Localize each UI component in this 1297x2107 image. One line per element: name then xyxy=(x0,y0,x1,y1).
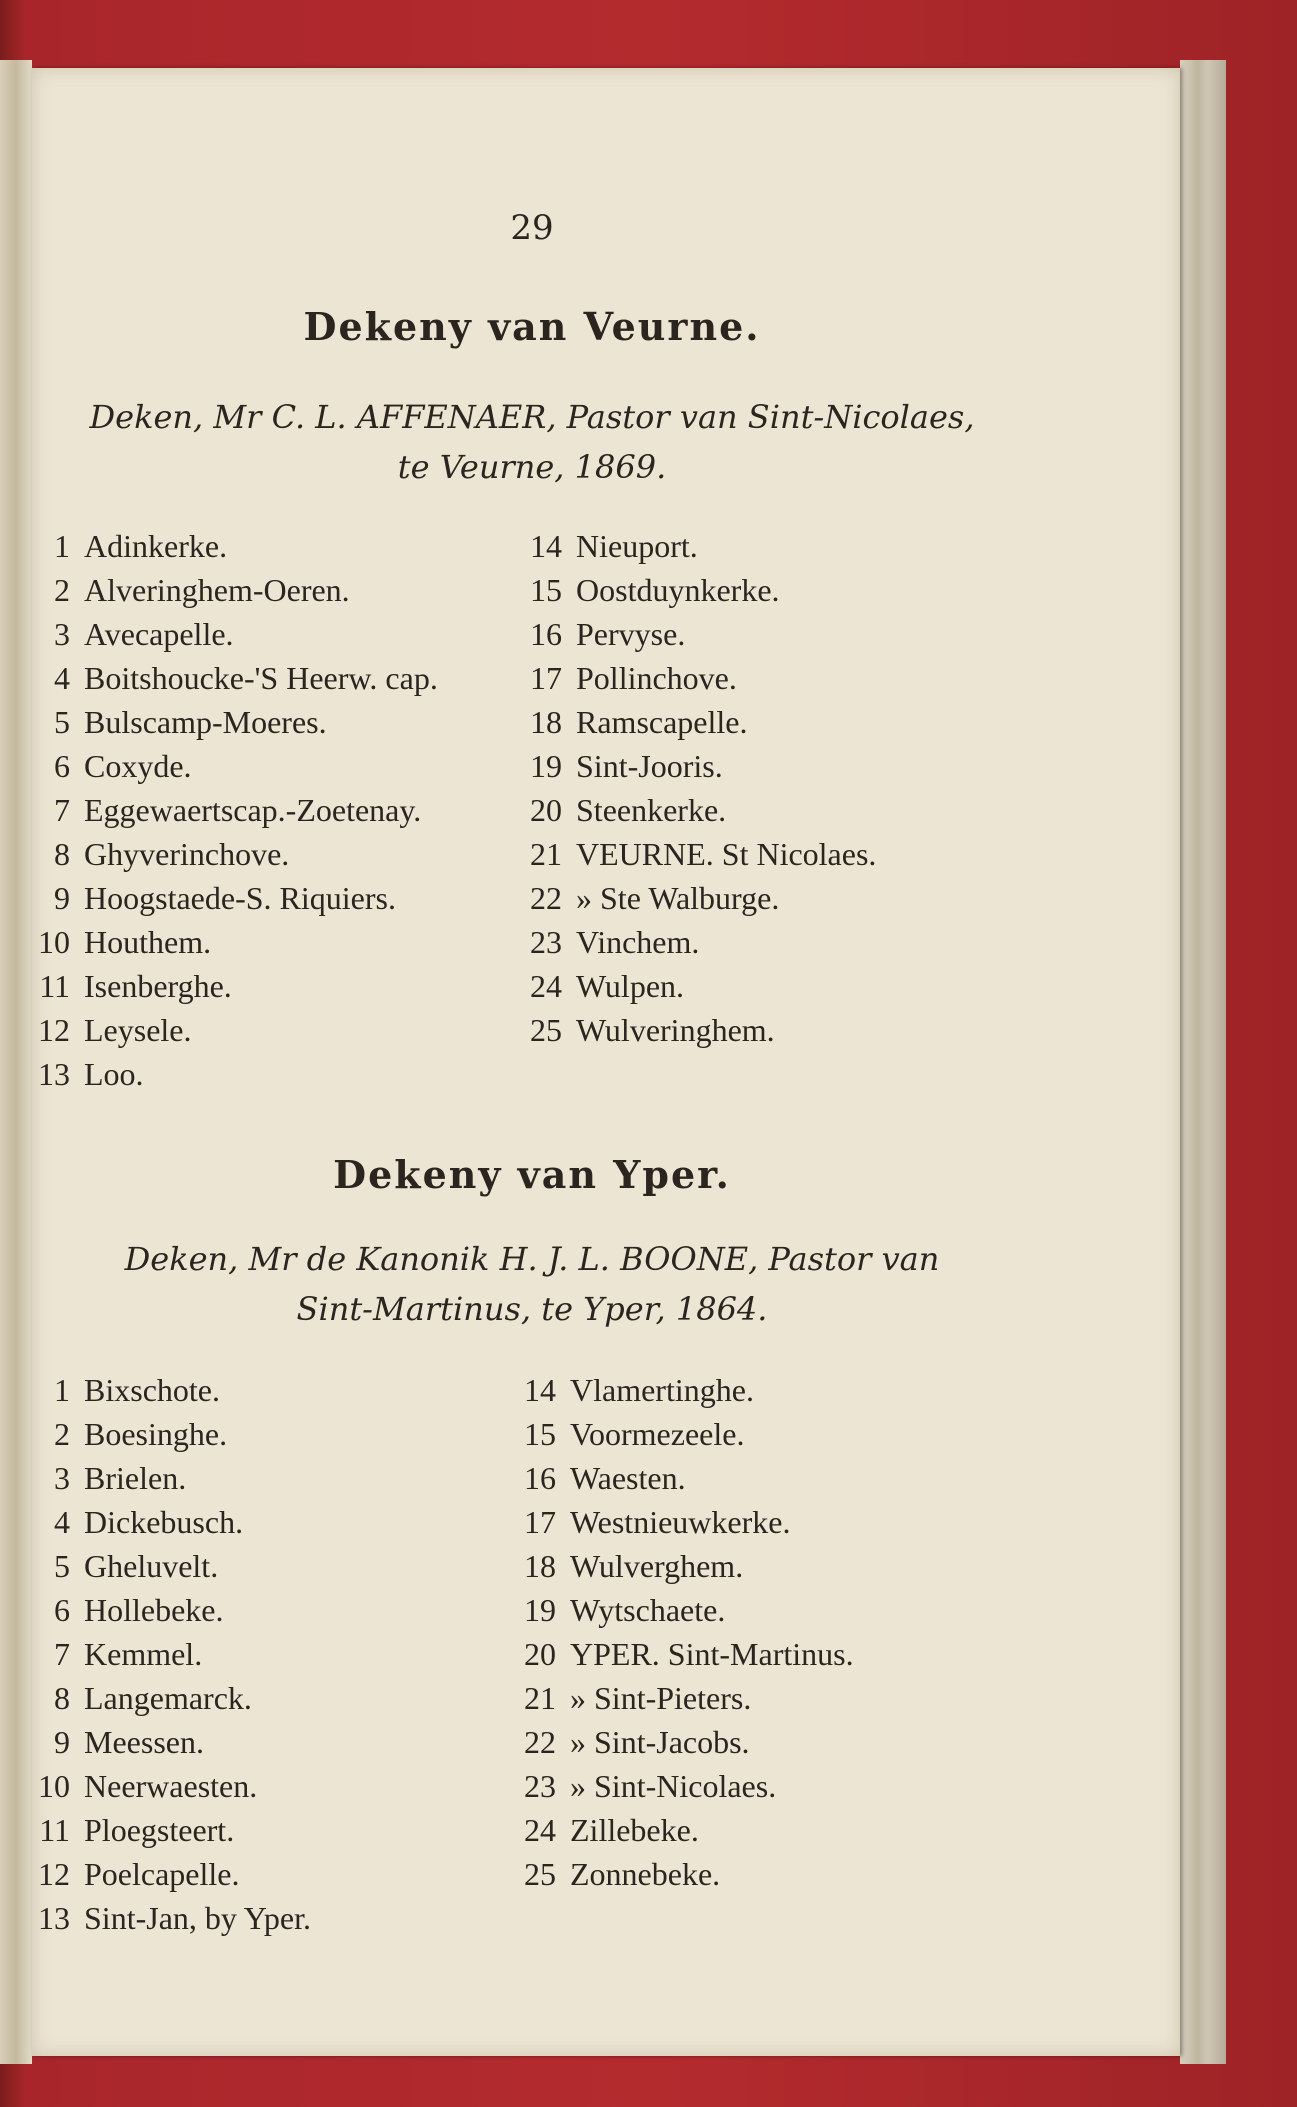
parish-list-right xyxy=(518,524,876,1052)
parish-name: Voormezeele. xyxy=(570,1416,745,1452)
parish-name: Poelcapelle. xyxy=(84,1856,240,1892)
parish-name: Eggewaertscap.-Zoetenay. xyxy=(84,792,422,828)
parish-name: Coxyde. xyxy=(84,748,192,784)
parish-name: Nieuport. xyxy=(576,528,698,564)
parish-name: Ramscapelle. xyxy=(576,704,748,740)
dean-line-2: Sint-Martinus, te Yper, 1864. xyxy=(296,1290,768,1328)
parish-item xyxy=(32,568,438,612)
parish-item xyxy=(518,744,876,788)
parish-number: 25 xyxy=(524,1856,556,1892)
parish-name: Vlamertinghe. xyxy=(570,1372,754,1408)
parish-list-right xyxy=(512,1368,854,1896)
parish-item xyxy=(512,1852,854,1896)
parish-item xyxy=(32,656,438,700)
dean-line-1: Deken, Mr de Kanonik H. J. L. BOONE, Pastor van xyxy=(124,1240,940,1278)
parish-name: Houthem. xyxy=(84,924,212,960)
parish-item xyxy=(512,1368,854,1412)
parish-item xyxy=(32,1544,311,1588)
parish-item xyxy=(518,524,876,568)
parish-name: » Ste Walburge. xyxy=(576,880,780,916)
parish-item xyxy=(32,1008,438,1052)
parish-item xyxy=(518,656,876,700)
parish-item xyxy=(32,1368,311,1412)
parish-name: Steenkerke. xyxy=(576,792,727,828)
parish-item xyxy=(518,964,876,1008)
parish-name: Wulpen. xyxy=(576,968,685,1004)
parish-number: 12 xyxy=(38,1012,70,1048)
parish-item xyxy=(512,1588,854,1632)
parish-number: 10 xyxy=(38,1768,70,1804)
parish-number: 4 xyxy=(54,1504,70,1540)
parish-item xyxy=(512,1632,854,1676)
parish-number: 16 xyxy=(530,616,562,652)
parish-name: Gheluvelt. xyxy=(84,1548,219,1584)
parish-number: 8 xyxy=(54,1680,70,1716)
parish-item xyxy=(518,876,876,920)
parish-name: » Sint-Nicolaes. xyxy=(570,1768,777,1804)
parish-number: 23 xyxy=(530,924,562,960)
parish-name: Hollebeke. xyxy=(84,1592,224,1628)
parish-number: 23 xyxy=(524,1768,556,1804)
parish-name: Oostduynkerke. xyxy=(576,572,780,608)
parish-item xyxy=(32,1808,311,1852)
parish-number: 9 xyxy=(54,1724,70,1760)
parish-number: 19 xyxy=(524,1592,556,1628)
parish-item xyxy=(32,832,438,876)
parish-item xyxy=(32,1676,311,1720)
parish-name: Neerwaesten. xyxy=(84,1768,258,1804)
parish-number: 15 xyxy=(524,1416,556,1452)
parish-number: 3 xyxy=(54,1460,70,1496)
parish-name: Alveringhem-Oeren. xyxy=(84,572,350,608)
parish-item xyxy=(32,1720,311,1764)
parish-name: Vinchem. xyxy=(576,924,700,960)
parish-number: 7 xyxy=(54,792,70,828)
parish-list-left xyxy=(32,524,438,1096)
parish-item xyxy=(32,788,438,832)
parish-name: Bixschote. xyxy=(84,1372,220,1408)
parish-number: 9 xyxy=(54,880,70,916)
parish-name: Zillebeke. xyxy=(570,1812,699,1848)
parish-name: VEURNE. St Nicolaes. xyxy=(576,836,877,872)
parish-item xyxy=(512,1500,854,1544)
section-title-yper: Dekeny van Yper. xyxy=(333,1152,731,1197)
parish-name: Brielen. xyxy=(84,1460,187,1496)
parish-number: 18 xyxy=(530,704,562,740)
parish-item xyxy=(512,1412,854,1456)
parish-name: Zonnebeke. xyxy=(570,1856,721,1892)
parish-number: 7 xyxy=(54,1636,70,1672)
parish-item xyxy=(32,700,438,744)
parish-number: 20 xyxy=(530,792,562,828)
parish-name: » Sint-Pieters. xyxy=(570,1680,752,1716)
parish-number: 21 xyxy=(530,836,562,872)
parish-number: 24 xyxy=(530,968,562,1004)
parish-name: Meessen. xyxy=(84,1724,204,1760)
parish-number: 14 xyxy=(524,1372,556,1408)
parish-item xyxy=(32,1632,311,1676)
parish-name: Westnieuwkerke. xyxy=(570,1504,791,1540)
parish-number: 22 xyxy=(530,880,562,916)
parish-number: 21 xyxy=(524,1680,556,1716)
parish-number: 5 xyxy=(54,704,70,740)
parish-number: 6 xyxy=(54,748,70,784)
parish-name: Pollinchove. xyxy=(576,660,737,696)
parish-item xyxy=(32,1500,311,1544)
parish-name: Waesten. xyxy=(570,1460,686,1496)
parish-name: Boesinghe. xyxy=(84,1416,228,1452)
parish-name: Pervyse. xyxy=(576,616,686,652)
parish-number: 4 xyxy=(54,660,70,696)
parish-number: 6 xyxy=(54,1592,70,1628)
parish-number: 10 xyxy=(38,924,70,960)
parish-item xyxy=(32,524,438,568)
parish-name: Hoogstaede-S. Riquiers. xyxy=(84,880,396,916)
parish-number: 17 xyxy=(524,1504,556,1540)
parish-item xyxy=(32,1764,311,1808)
parish-item xyxy=(512,1676,854,1720)
parish-item xyxy=(518,1008,876,1052)
parish-item xyxy=(518,920,876,964)
parish-item xyxy=(32,964,438,1008)
parish-number: 12 xyxy=(38,1856,70,1892)
parish-number: 20 xyxy=(524,1636,556,1672)
parish-number: 8 xyxy=(54,836,70,872)
parish-item xyxy=(512,1808,854,1852)
parish-item xyxy=(518,700,876,744)
parish-item xyxy=(32,612,438,656)
parish-number: 1 xyxy=(54,1372,70,1408)
parish-list-left xyxy=(32,1368,311,1940)
parish-item xyxy=(518,612,876,656)
parish-name: Leysele. xyxy=(84,1012,192,1048)
parish-item xyxy=(32,876,438,920)
parish-name: Adinkerke. xyxy=(84,528,228,564)
parish-item xyxy=(32,1052,438,1096)
parish-number: 22 xyxy=(524,1724,556,1760)
parish-name: Kemmel. xyxy=(84,1636,203,1672)
spine-gutter xyxy=(0,60,32,2064)
parish-item xyxy=(32,1588,311,1632)
parish-number: 14 xyxy=(530,528,562,564)
page-edges xyxy=(1180,60,1226,2064)
parish-name: Boitshoucke-'S Heerw. cap. xyxy=(84,660,438,696)
parish-number: 13 xyxy=(38,1900,70,1936)
section-title-veurne: Dekeny van Veurne. xyxy=(303,304,761,349)
dean-line-1: Deken, Mr C. L. AFFENAER, Pastor van Sint-Nicolaes, xyxy=(89,398,975,436)
parish-name: Avecapelle. xyxy=(84,616,234,652)
parish-name: Isenberghe. xyxy=(84,968,232,1004)
parish-name: Bulscamp-Moeres. xyxy=(84,704,327,740)
parish-number: 25 xyxy=(530,1012,562,1048)
parish-name: Loo. xyxy=(84,1056,144,1092)
parish-number: 2 xyxy=(54,572,70,608)
parish-number: 18 xyxy=(524,1548,556,1584)
parish-name: YPER. Sint-Martinus. xyxy=(570,1636,854,1672)
parish-item xyxy=(518,788,876,832)
parish-item xyxy=(512,1456,854,1500)
parish-number: 3 xyxy=(54,616,70,652)
parish-item xyxy=(32,920,438,964)
parish-number: 13 xyxy=(38,1056,70,1092)
parish-item xyxy=(32,1852,311,1896)
parish-item xyxy=(32,744,438,788)
parish-item xyxy=(512,1764,854,1808)
parish-item xyxy=(32,1412,311,1456)
book-page xyxy=(32,68,1180,2056)
parish-number: 24 xyxy=(524,1812,556,1848)
parish-item xyxy=(512,1720,854,1764)
parish-number: 2 xyxy=(54,1416,70,1452)
parish-name: Langemarck. xyxy=(84,1680,252,1716)
dean-line-2: te Veurne, 1869. xyxy=(397,448,667,486)
parish-number: 11 xyxy=(39,968,70,1004)
parish-number: 15 xyxy=(530,572,562,608)
parish-item xyxy=(32,1456,311,1500)
parish-name: Ghyverinchove. xyxy=(84,836,290,872)
parish-name: Sint-Jooris. xyxy=(576,748,723,784)
parish-name: Dickebusch. xyxy=(84,1504,244,1540)
parish-number: 16 xyxy=(524,1460,556,1496)
parish-name: Wulverghem. xyxy=(570,1548,744,1584)
parish-number: 17 xyxy=(530,660,562,696)
parish-number: 1 xyxy=(54,528,70,564)
parish-number: 11 xyxy=(39,1812,70,1848)
page-number: 29 xyxy=(510,208,554,248)
parish-name: Sint-Jan, by Yper. xyxy=(84,1900,311,1936)
parish-item xyxy=(512,1544,854,1588)
parish-name: Wytschaete. xyxy=(570,1592,726,1628)
parish-item xyxy=(518,832,876,876)
parish-number: 19 xyxy=(530,748,562,784)
parish-name: Ploegsteert. xyxy=(84,1812,235,1848)
parish-name: » Sint-Jacobs. xyxy=(570,1724,750,1760)
parish-name: Wulveringhem. xyxy=(576,1012,775,1048)
parish-item xyxy=(518,568,876,612)
parish-number: 5 xyxy=(54,1548,70,1584)
parish-item xyxy=(32,1896,311,1940)
